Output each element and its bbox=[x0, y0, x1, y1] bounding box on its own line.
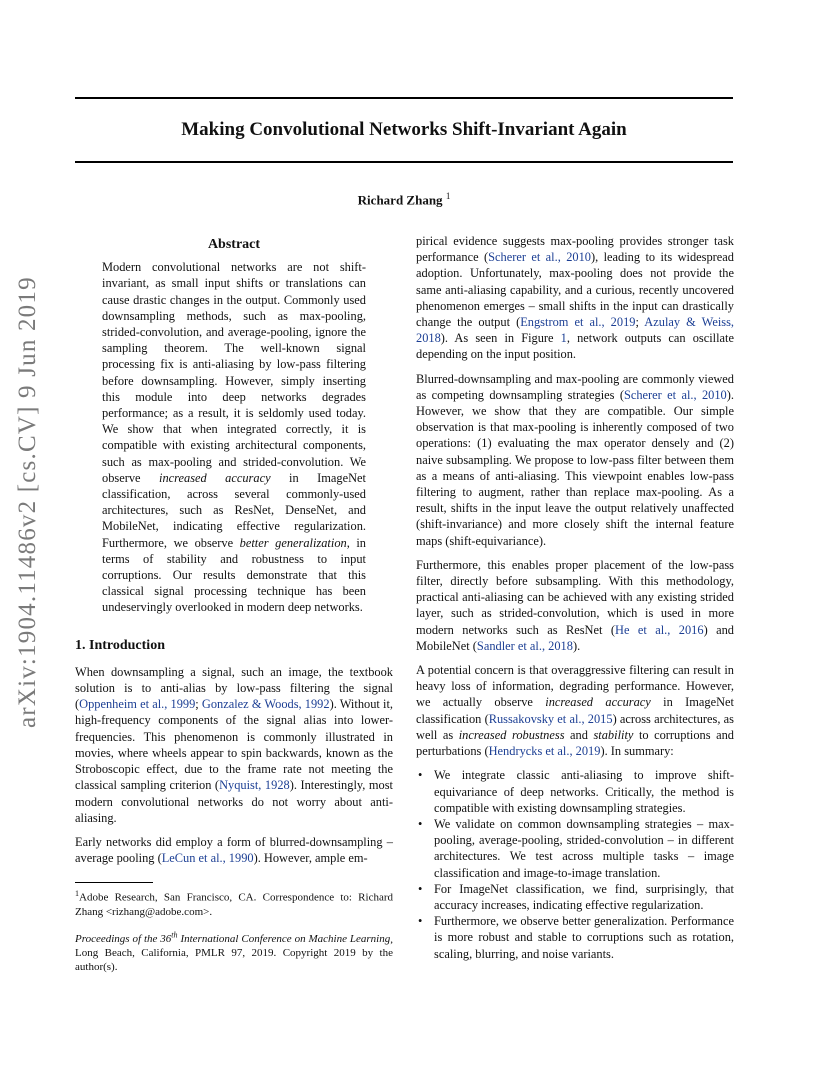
citation-link[interactable]: Engstrom et al., 2019 bbox=[520, 315, 636, 330]
citation-link[interactable]: Nyquist, 1928 bbox=[219, 778, 290, 793]
citation-link[interactable]: Hendrycks et al., 2019 bbox=[488, 744, 601, 759]
abstract-paragraph: Modern convolutional networks are not shift-invariant, as small input shifts or translations can cause drastic changes in the output. Commonly used downsampling methods, such as max-pooling, strided-convolution, and average-pooling, ignore the sampling theorem. The well-known signal processing fix is anti-aliasing by low-pass filtering before downsampling. However, simply inserting this module into deep networks degrades performance; as a result, it is seldomly used today. We show that when integrated correctly, it is compatible with existing architectural components, such as max-pooling and strided-convolution. We observe increased accuracy in ImageNet classification, across several commonly-used architectures, such as ResNet, DenseNet, and MobileNet, indicating effective regularization. Furthermore, we observe better generalization, in terms of stability and robustness to input corruptions. Our results demonstrate that this classical signal processing technique has been undeservingly overlooked in modern deep networks. bbox=[102, 260, 367, 615]
right-paragraph-4: A potential concern is that overaggressive filtering can result in heavy loss of information, degrading performance. However, we actually observe increased accuracy in ImageNet classification (Russakovsky et al., 2015) across architectures, as well as increased robustness and stability to corruptions and perturbations (Hendrycks et al., 2019). In summary: bbox=[416, 663, 734, 759]
abstract-body bbox=[75, 259, 393, 615]
section-heading-introduction: 1. Introduction bbox=[75, 637, 165, 653]
right-paragraph-2: Blurred-downsampling and max-pooling are commonly viewed as competing downsampling strategies (Scherer et al., 2010). However, we show that they are compatible. Our simple observation is that max-pooling is inherently composed of two operations: (1) evaluating the max operator densely and (2) naive subsampling. We propose to low-pass filter between them as a means of anti-aliasing. This viewpoint enables low-pass filtering to augment, rather than replace max-pooling. As a result, shifts in the input leave the output relatively unaffected (shift-invariance) and more closely shift the internal feature maps (shift-equivariance). bbox=[416, 371, 734, 548]
citation-link[interactable]: He et al., 2016 bbox=[615, 622, 704, 637]
author-line bbox=[75, 191, 733, 208]
paper-title: Making Convolutional Networks Shift-Invariant Again bbox=[181, 119, 627, 140]
citation-link[interactable]: Sandler et al., 2018 bbox=[476, 638, 573, 653]
footnote-affiliation: $^1$Adobe Research, San Francisco, CA. Correspondence to: Richard Zhang <rizhang@adobe.com>. bbox=[75, 889, 393, 918]
contributions-list bbox=[416, 767, 734, 961]
intro-paragraph-2: Early networks did employ a form of blurred-downsampling – average pooling (LeCun et al., 1990). However, ample em- bbox=[75, 834, 393, 866]
citation-link[interactable]: Oppenheim et al., 1999 bbox=[79, 697, 196, 712]
figure-reference-link[interactable]: 1 bbox=[560, 331, 567, 346]
arxiv-identifier-stamp: arXiv:1904.11486v2 [cs.CV] 9 Jun 2019 bbox=[14, 276, 41, 728]
list-item: • Furthermore, we observe better generalization. Performance is more robust and stable to corruptions such as rotation, scaling, blurring, and noise variants. bbox=[416, 913, 734, 962]
abstract-heading: Abstract bbox=[207, 237, 261, 252]
author-name: Richard Zhang bbox=[357, 192, 443, 208]
intro-paragraph-1: When downsampling a signal, such an image, the textbook solution is to anti-alias by low-pass filtering the signal (Oppenheim et al., 1999; Gonzalez & Woods, 1992). Without it, high-frequency components of the signal alias into lower-frequencies. This phenomenon is commonly illustrated in movies, where wheels appear to spin backwards, known as the Stroboscopic effect, due to the frame rate not meeting the classical sampling criterion (Nyquist, 1928). Interestingly, most modern convolutional networks do not worry about anti-aliasing. bbox=[75, 664, 394, 825]
title-rule-top bbox=[75, 97, 733, 99]
citation-link[interactable]: Scherer et al., 2010 bbox=[623, 387, 727, 402]
author-affiliation-mark: 1 bbox=[445, 191, 451, 201]
left-column bbox=[75, 233, 393, 874]
list-item: • For ImageNet classification, we find, surprisingly, that accuracy increases, indicating effective regularization. bbox=[416, 881, 734, 913]
citation-link[interactable]: Scherer et al., 2010 bbox=[488, 250, 591, 265]
citation-link[interactable]: Russakovsky et al., 2015 bbox=[488, 711, 613, 726]
citation-link[interactable]: LeCun et al., 1990 bbox=[161, 851, 254, 866]
citation-link[interactable]: Gonzalez & Woods, 1992 bbox=[201, 697, 330, 712]
right-column bbox=[416, 233, 734, 962]
footnote-area bbox=[75, 882, 393, 984]
right-paragraph-1: pirical evidence suggests max-pooling provides stronger task performance (Scherer et al., 2010), leading to its widespread adoption. Unfortunately, max-pooling does not provide the same anti-aliasing capability, and a curious, recently uncovered phenomenon emerges – small shifts in the input can drastically change the output (Engstrom et al., 2019; Azulay & Weiss, 2018). As seen in Figure 1, network outputs can oscillate depending on the input position. bbox=[416, 234, 735, 362]
list-item: • We integrate classic anti-aliasing to improve shift-equivariance of deep networks. Critically, the method is compatible with existing downsampling strategies. bbox=[416, 767, 734, 816]
right-paragraph-3: Furthermore, this enables proper placement of the low-pass filter, directly before subsampling. With this methodology, practical anti-aliasing can be achieved with any existing strided layer, such as strided-convolution, which is used in more modern networks such as ResNet (He et al., 2016) and MobileNet (Sandler et al., 2018). bbox=[416, 557, 734, 653]
footnote-rule bbox=[75, 882, 153, 883]
proceedings-note: Proceedings of the 36th International Conference on Machine Learning, Long Beach, California, PMLR 97, 2019. Copyright 2019 by the author(s). bbox=[75, 930, 393, 974]
title-rule-bottom bbox=[75, 161, 733, 163]
citation-link[interactable]: Azulay & Weiss, 2018 bbox=[416, 315, 735, 346]
list-item: • We validate on common downsampling strategies – max-pooling, average-pooling, strided-convolution – in different architectures. We test across multiple tasks – image classification and image-to-image translation. bbox=[416, 816, 734, 881]
